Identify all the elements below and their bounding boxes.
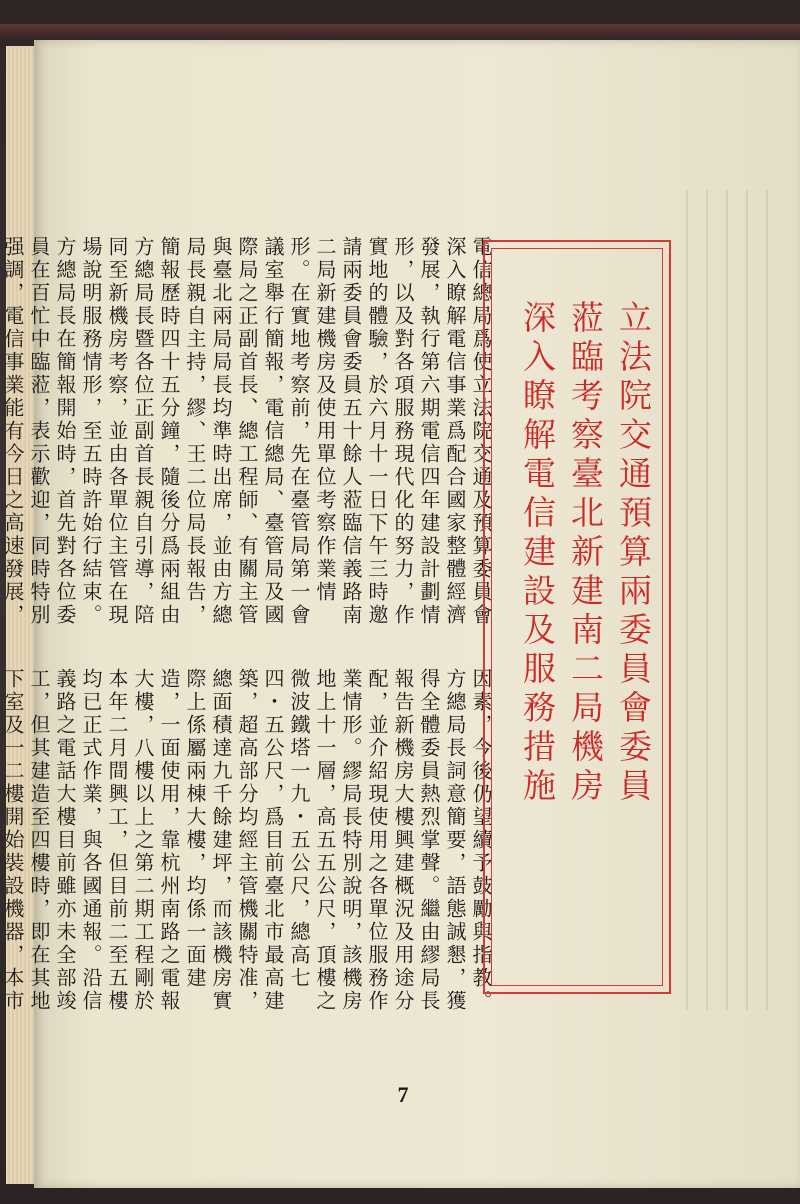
body-text-lower: 因素，今後仍望續予鼓勵與指教。方總局長詞意簡要，語態誠懇，獲得全體委員熱烈掌聲。繼由繆局長報告新機房大樓興建概況及用途分配，並介紹現使用之各單位服務作業情形。繆局長特別說明，該機房地上十一層，高五五公尺，頂樓之微波鐵塔一九・五公尺，總高七四・五公尺，爲目前臺北市最高建築，超高部分均經主管機關特准，總面積達九千餘建坪，而該機房實際上係屬兩棟大樓，均係一面建造，一面使用，靠杭州南路之電報大樓，八樓以上之第二期工程剛於本年二月間興工，但目前二至五樓均已正式作業，與各國通報。沿信義路之電話大樓目前雖亦未全部竣工，但其建造至四樓時，即在其地下室及一二樓開始裝設機器，本市 [1, 668, 493, 1013]
body-text-upper: 電信總局爲使立法院交通及預算委員會深入瞭解電信事業爲配合國家整體經濟發展，執行第六期電信四年建設計劃情形，以及對各項服務現代化的努力，作實地的體驗，於六月十一日下午三時邀請兩委員會委員五十餘人蒞臨信義路南二局新建機房及使用單位考察作業情形。在實地考察前，先在臺管局第一會議室舉行簡報，電信總局、臺管局及國際局之正副首長、總工程師、有關主管與臺北兩局局長均準時出席，並由方總局長親自主持，繆、王二位局長報告，簡報歷時四十五分鐘，隨後分爲兩組由方總局長暨各位正副首長親自引導，陪同至新機房考察，並由各單位主管在現場說明服務情形，至五時許始行結束。 方總局長在簡報開始時，首先對各位委員在百忙中臨蒞，表示歡迎，同時特別强調，電信事業能有今日之高速發展， [1, 236, 493, 627]
title-line-1: 立法院交通預算兩委員會委員 [614, 300, 653, 807]
title-frame [483, 240, 671, 994]
title-line-3: 深入瞭解電信建設及服務措施 [518, 300, 557, 807]
book-binding [0, 24, 800, 38]
article-title [497, 300, 657, 920]
title-line-2: 蒞臨考察臺北新建南二局機房 [566, 300, 605, 807]
bleed-through-text [686, 190, 770, 1010]
page-number: 7 [397, 1082, 409, 1107]
